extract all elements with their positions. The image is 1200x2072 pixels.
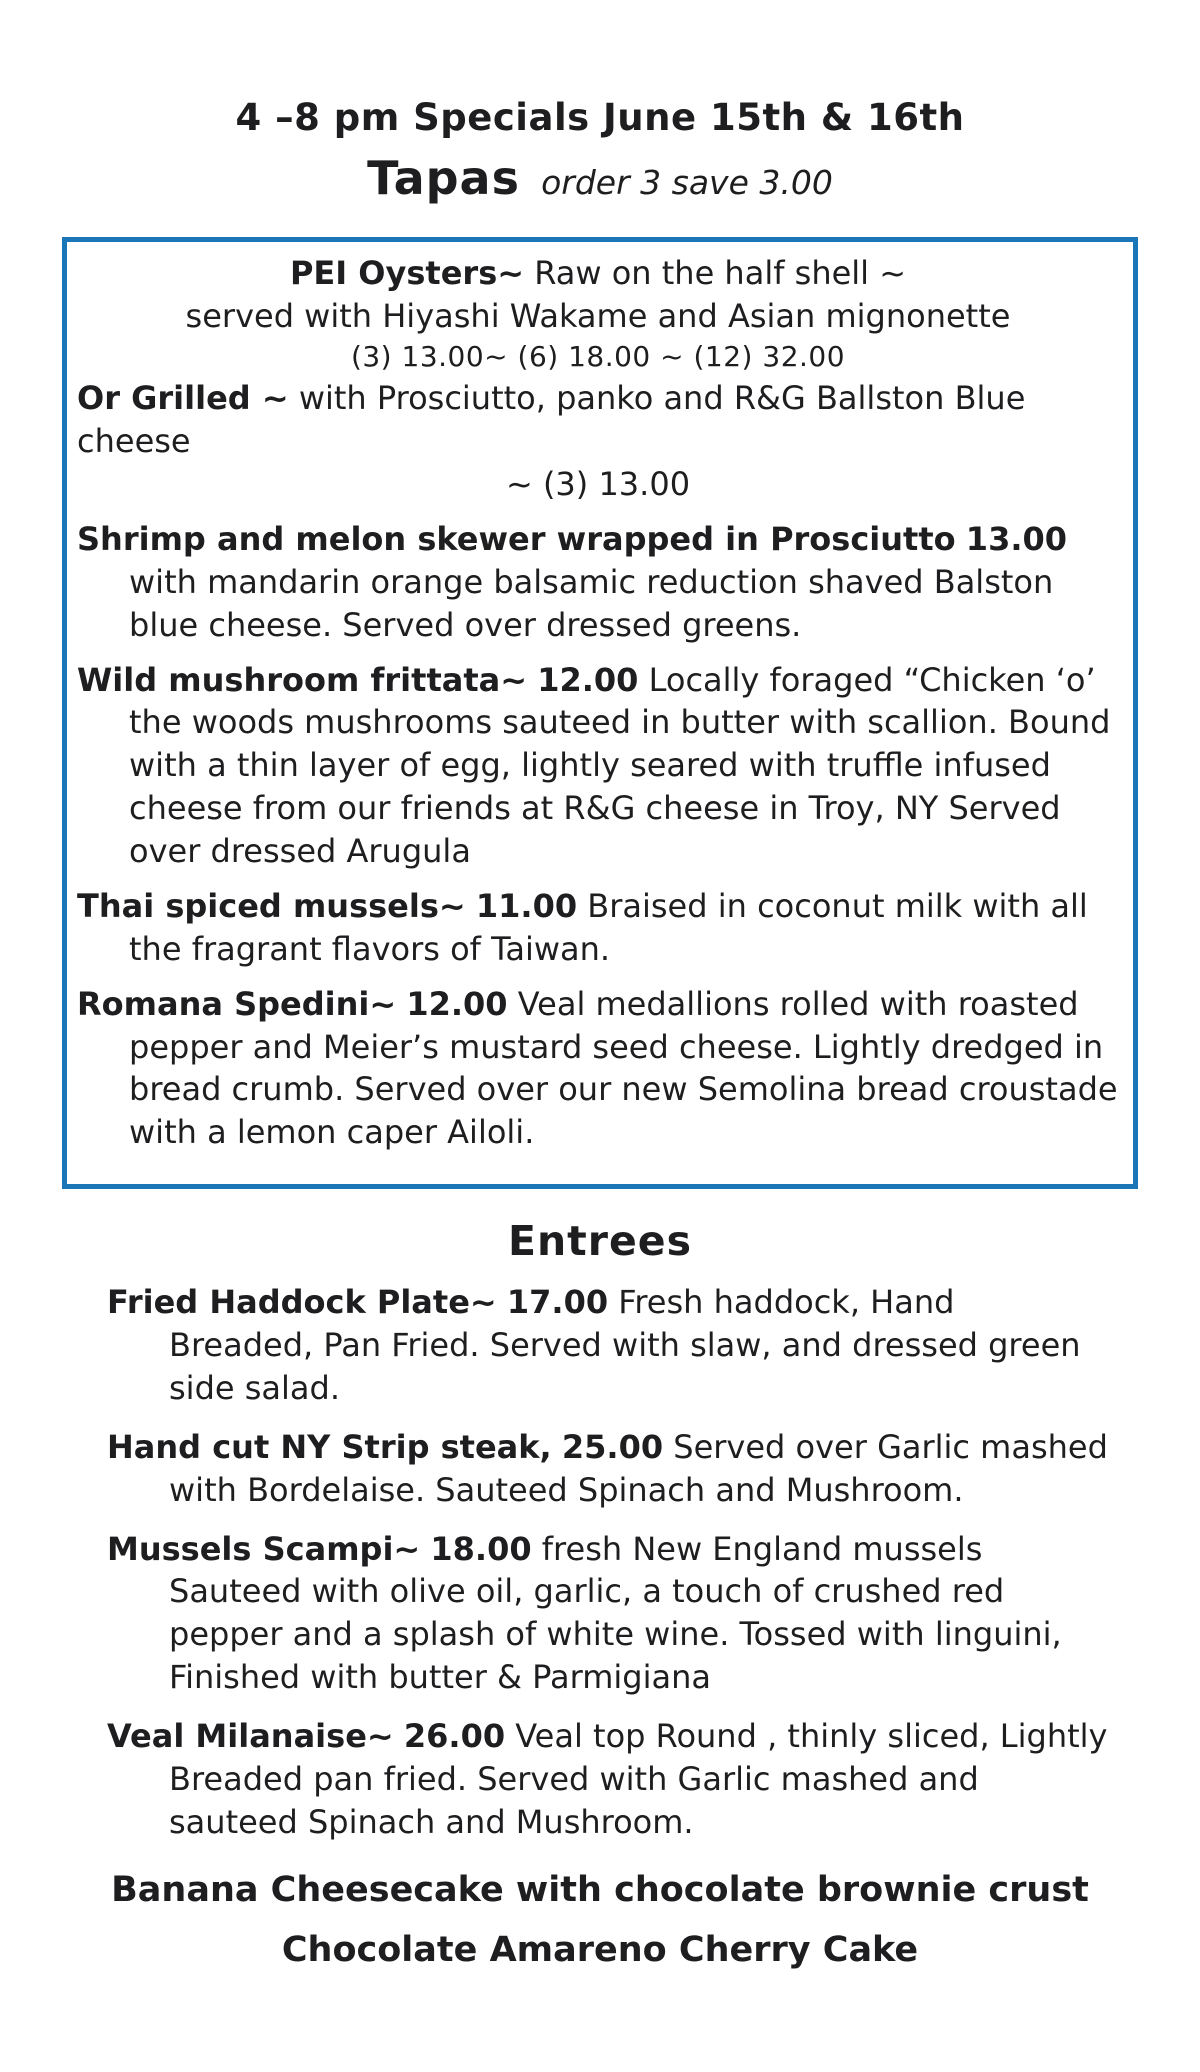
entree-item-fried-haddock-plate <box>107 1281 1108 1410</box>
oysters-name: PEI Oysters~ <box>289 254 525 292</box>
item-name: Thai spiced mussels~ <box>77 886 466 925</box>
dessert-chocolate-amareno-cherry-cake: Chocolate Amareno Cherry Cake <box>281 1929 919 1970</box>
grilled-description: with Prosciutto, panko and R&G Ballston Blue cheese <box>77 379 1026 461</box>
tapas-item-shrimp-melon-skewer <box>77 518 1119 647</box>
item-description: Veal top Round , thinly sliced, Lightly Breaded pan fried. Served with Garlic mashed and sauteed Spinach and Mushroom. <box>169 1717 1108 1841</box>
item-description: with mandarin orange balsamic reduction shaved Balston blue cheese. Served over dressed greens. <box>129 562 1054 644</box>
menu-page <box>0 96 1200 1970</box>
grilled-name: Or Grilled ~ <box>77 379 289 418</box>
entree-item-mussels-scampi <box>107 1528 1108 1700</box>
item-price: 17.00 <box>506 1283 609 1322</box>
tapas-deal-note: order 3 save 3.00 <box>541 163 833 202</box>
entree-item-veal-milanaise <box>107 1715 1108 1844</box>
dessert-banana-cheesecake: Banana Cheesecake with chocolate brownie crust <box>111 1869 1089 1910</box>
item-price: 25.00 <box>561 1427 664 1466</box>
tapas-section-title: Tapas <box>367 151 520 205</box>
tapas-item-wild-mushroom-frittata <box>77 659 1119 873</box>
item-description: Served over Garlic mashed with Bordelaise. Sauteed Spinach and Mushroom. <box>169 1427 1108 1509</box>
tapas-subtitle <box>62 151 1138 205</box>
item-price: 13.00 <box>965 519 1068 558</box>
item-name: Veal Milanaise~ <box>107 1717 394 1756</box>
item-price: 18.00 <box>430 1529 532 1568</box>
tapas-item-thai-spiced-mussels <box>77 885 1119 971</box>
oysters-prices: (3) 13.00~ (6) 18.00 ~ (12) 32.00 <box>350 339 846 373</box>
item-description: Braised in coconut milk with all the fragrant flavors of Taiwan. <box>129 886 1088 968</box>
item-description: fresh New England mussels Sauteed with olive oil, garlic, a touch of crushed red pepper and a splash of white wine. Tossed with linguini, Finished with butter & Parmigiana <box>169 1529 1062 1697</box>
item-name: Mussels Scampi~ <box>107 1529 421 1568</box>
item-description: Fresh haddock, Hand Breaded, Pan Fried. Served with slaw, and dressed green side salad. <box>169 1283 1081 1407</box>
item-name: Hand cut NY Strip steak, <box>107 1427 552 1466</box>
tapas-box <box>62 237 1138 1189</box>
item-price: 12.00 <box>537 660 639 699</box>
oysters-description: served with Hiyashi Wakame and Asian mignonette <box>185 296 1011 335</box>
oysters-style: Raw on the half shell ~ <box>534 254 907 292</box>
oysters-title-line <box>77 252 1119 295</box>
item-name: Fried Haddock Plate~ <box>107 1283 497 1322</box>
grilled-oysters-line <box>77 377 1119 463</box>
item-description: Veal medallions rolled with roasted pepper and Meier’s mustard seed cheese. Lightly dredged in bread crumb. Served over our new Semolina bread croustade with a lemon caper Ailoli. <box>129 984 1118 1152</box>
item-name: Shrimp and melon skewer wrapped in Prosciutto <box>77 519 956 558</box>
entree-item-ny-strip-steak <box>107 1426 1108 1512</box>
item-name: Romana Spedini~ <box>77 984 397 1023</box>
tapas-item-romana-spedini <box>77 983 1119 1155</box>
entrees-section-title: Entrees <box>507 1217 693 1266</box>
page-title: 4 –8 pm Specials June 15th & 16th <box>235 96 965 139</box>
item-name: Wild mushroom frittata~ <box>77 660 528 699</box>
item-price: 12.00 <box>406 984 508 1023</box>
item-price: 26.00 <box>403 1717 506 1756</box>
item-price: 11.00 <box>475 886 578 925</box>
grilled-price: ~ (3) 13.00 <box>505 465 691 504</box>
item-description: Locally foraged “Chicken ‘o’ the woods mushrooms sauteed in butter with scallion. Bound with a thin layer of egg, lightly seared with truffle infused cheese from our friends at R&G cheese in Troy, NY Served over dressed Arugula <box>129 660 1111 871</box>
